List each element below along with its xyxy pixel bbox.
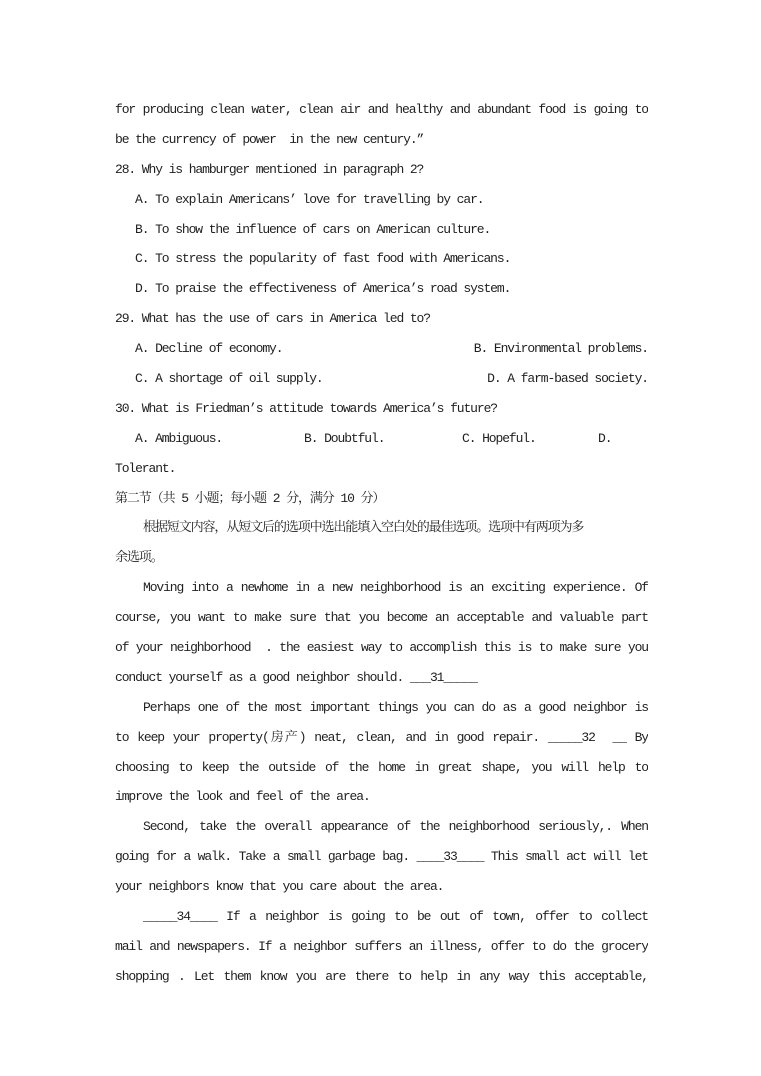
option-item: D. (598, 430, 612, 446)
text-line-5: B. To show the influence of cars on American culture. (135, 221, 491, 237)
option-item: B. Environmental problems. (473, 341, 648, 357)
document-content (115, 95, 648, 992)
text-line-24: improve the look and feel of the area. (115, 789, 370, 805)
text-line-15: 根据短文内容，从短文后的选项中选出能填入空白处的最佳选项。选项中有两项为多 (143, 520, 584, 536)
text-line-2: be the currency of power in the new century.” (115, 131, 424, 147)
text-line-10 (115, 364, 648, 394)
text-line-11: 30. What is Friedman’s attitude towards America’s future? (115, 400, 497, 416)
text-line-26: going for a walk. Take a small garbage bag. ____33____ This small act will let (115, 849, 648, 865)
text-line-18: course, you want to make sure that you become an acceptable and valuable part (115, 610, 648, 626)
text-line-23: choosing to keep the outside of the home in great shape, you will help to (115, 759, 648, 775)
option-item: A. Decline of economy. (135, 341, 283, 357)
option-item: D. A farm-based society. (487, 371, 648, 387)
text-line-17: Moving into a newhome in a new neighborhood is an exciting experience. Of (143, 580, 648, 596)
text-line-28: _____34____ If a neighbor is going to be out of town, offer to collect (143, 909, 648, 925)
text-line-16: 余选项。 (115, 550, 163, 566)
text-line-27: your neighbors know that you care about the area. (115, 879, 444, 895)
text-line-22: to keep your property(房产) neat, clean, and in good repair. _____32 __ By (115, 729, 648, 745)
text-line-25: Second, take the overall appearance of the neighborhood seriously,. When (143, 819, 648, 835)
text-line-21: Perhaps one of the most important things you can do as a good neighbor is (143, 699, 648, 715)
text-line-3: 28. Why is hamburger mentioned in paragraph 2? (115, 161, 424, 177)
text-line-29: mail and newspapers. If a neighbor suffers an illness, offer to do the grocery (115, 938, 648, 954)
text-line-1: for producing clean water, clean air and healthy and abundant food is going to (115, 102, 648, 117)
text-line-4: A. To explain Americans’ love for travelling by car. (135, 191, 484, 207)
text-line-8: 29. What has the use of cars in America led to? (115, 311, 430, 327)
text-line-6: C. To stress the popularity of fast food with Americans. (135, 251, 511, 267)
option-item: A. Ambiguous. (135, 430, 223, 446)
option-item: C. Hopeful. (462, 430, 536, 446)
option-item: B. Doubtful. (304, 430, 385, 446)
text-line-9 (115, 334, 648, 364)
option-item: C. A shortage of oil supply. (135, 371, 323, 387)
text-line-14: 第二节（共 5 小题；每小题 2 分，满分 10 分） (115, 490, 385, 506)
text-line-13: Tolerant. (115, 460, 176, 476)
text-line-19: of your neighborhood . the easiest way to accomplish this is to make sure you (115, 640, 648, 656)
text-line-7: D. To praise the effectiveness of America’s road system. (135, 281, 511, 297)
text-line-20: conduct yourself as a good neighbor should. ___31_____ (115, 669, 477, 685)
text-line-12 (115, 424, 648, 454)
text-line-30: shopping . Let them know you are there to help in any way this acceptable, (115, 968, 648, 984)
